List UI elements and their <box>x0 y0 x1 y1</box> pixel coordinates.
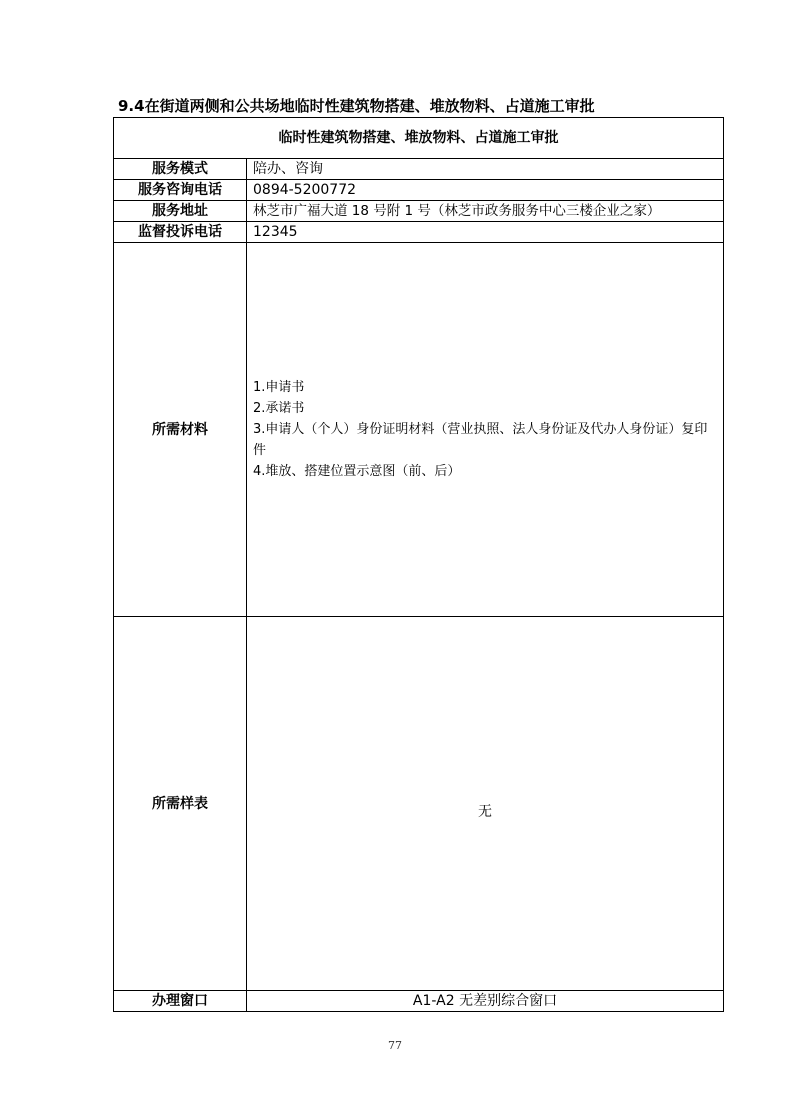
list-item: 1.申请书 <box>253 380 305 395</box>
materials-cell <box>247 243 724 617</box>
list-item: 2.承诺书 <box>253 401 305 416</box>
forms-value: 无 <box>478 803 492 820</box>
window-value: A1-A2 无差别综合窗口 <box>247 991 724 1012</box>
materials-label: 所需材料 <box>114 243 247 617</box>
consult-phone-label: 服务咨询电话 <box>114 180 247 201</box>
page-number: 77 <box>388 1039 402 1052</box>
table-row <box>114 159 724 180</box>
complaint-phone-label: 监督投诉电话 <box>114 222 247 243</box>
complaint-phone-value: 12345 <box>247 222 724 243</box>
window-label: 办理窗口 <box>114 991 247 1012</box>
service-address-label: 服务地址 <box>114 201 247 222</box>
table-row <box>114 180 724 201</box>
service-mode-label: 服务模式 <box>114 159 247 180</box>
list-item: 4.堆放、搭建位置示意图（前、后） <box>253 464 461 479</box>
section-heading: 9.4在街道两侧和公共场地临时性建筑物搭建、堆放物料、占道施工审批 <box>118 97 595 115</box>
forms-cell <box>247 617 724 991</box>
table-row <box>114 617 724 991</box>
forms-label: 所需样表 <box>114 617 247 991</box>
service-mode-value: 陪办、咨询 <box>247 159 724 180</box>
table-title: 临时性建筑物搭建、堆放物料、占道施工审批 <box>114 118 724 159</box>
table-row <box>114 991 724 1012</box>
table-row <box>114 222 724 243</box>
service-info-table <box>113 117 724 1012</box>
table-row <box>114 243 724 617</box>
list-item: 3.申请人（个人）身份证明材料（营业执照、法人身份证及代办人身份证）复印件 <box>253 422 708 458</box>
consult-phone-value: 0894-5200772 <box>247 180 724 201</box>
table-row <box>114 201 724 222</box>
materials-list <box>247 377 723 482</box>
service-address-value: 林芝市广福大道 18 号附 1 号（林芝市政务服务中心三楼企业之家） <box>247 201 724 222</box>
